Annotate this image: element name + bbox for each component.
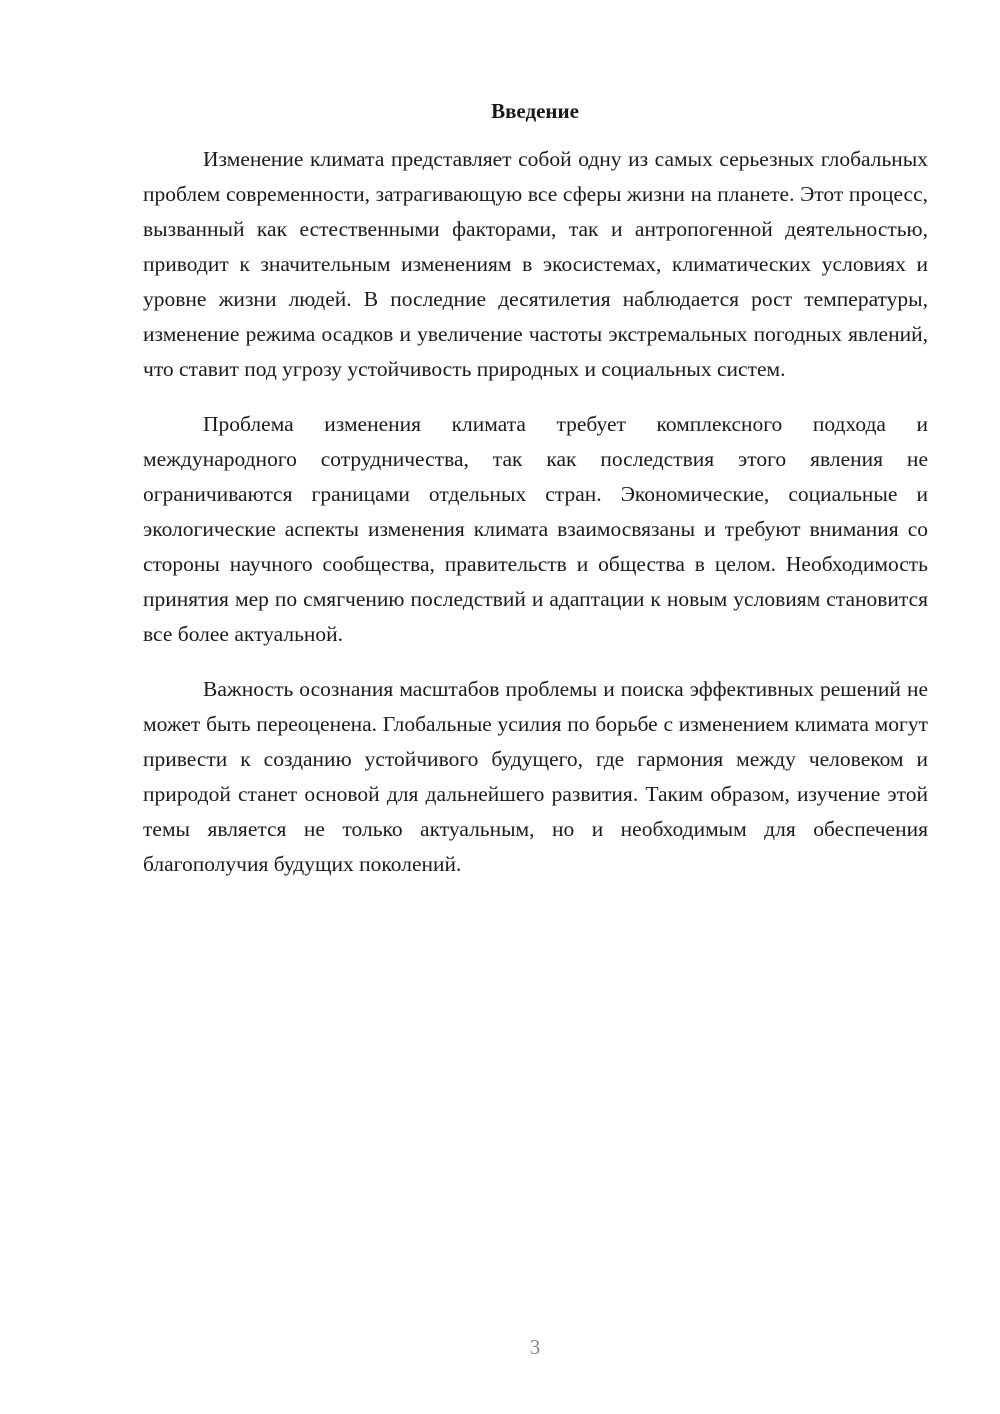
paragraph-3: Важность осознания масштабов проблемы и поиска эффективных решений не может быть переоценена. Глобальные усилия по борьбе с изменением климата могут привести к созданию устойчивого будущего, где гармония между человеком и природой станет основой для дальнейшего развития. Таким образом, изучение этой темы является не только актуальным, но и необходимым для обеспечения благополучия будущих поколений. xyxy=(143,677,928,876)
body-text xyxy=(143,142,928,902)
paragraph-2: Проблема изменения климата требует комплексного подхода и международного сотрудничества, так как последствия этого явления не ограничиваются границами отдельных стран. Экономические, социальные и экологические аспекты изменения климата взаимосвязаны и требуют внимания со стороны научного сообщества, правительств и общества в целом. Необходимость принятия мер по смягчению последствий и адаптации к новым условиям становится все более актуальной. xyxy=(143,412,928,646)
page-number: 3 xyxy=(529,1335,541,1359)
section-title: Введение xyxy=(491,99,579,123)
paragraph-1: Изменение климата представляет собой одну из самых серьезных глобальных проблем современности, затрагивающую все сферы жизни на планете. Этот процесс, вызванный как естественными факторами, так и антропогенной деятельностью, приводит к значительным изменениям в экосистемах, климатических условиях и уровне жизни людей. В последние десятилетия наблюдается рост температуры, изменение режима осадков и увеличение частоты экстремальных погодных явлений, что ставит под угрозу устойчивость природных и социальных систем. xyxy=(143,147,928,381)
